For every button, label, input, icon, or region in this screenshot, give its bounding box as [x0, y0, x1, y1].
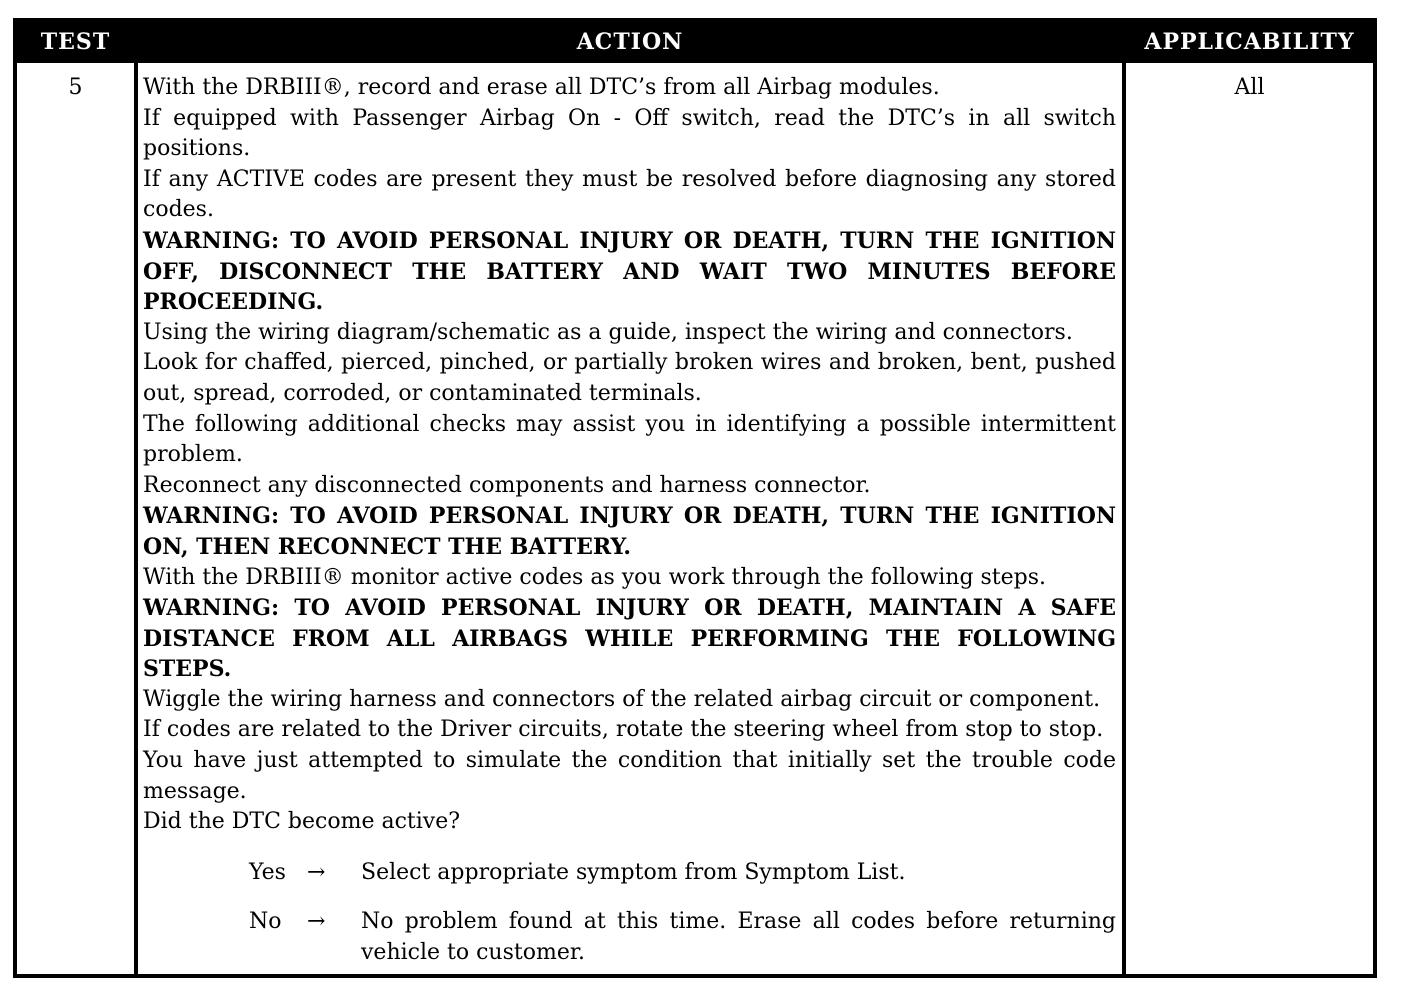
action-step: Wiggle the wiring harness and connectors of the related airbag circuit or component.: [143, 686, 1101, 712]
action-step: Look for chaffed, pierced, pinched, or partially broken wires and broken, bent, pushed out, spread, corroded, or contaminated terminals.: [143, 350, 1116, 406]
outcome-text: No problem found at this time. Erase all codes before returning vehicle to customer.: [361, 909, 1116, 966]
test-number: 5: [68, 75, 83, 100]
action-step: With the DRBIII® monitor active codes as you work through the following steps.: [143, 564, 1047, 590]
warning-step: WARNING: TO AVOID PERSONAL INJURY OR DEATH, TURN THE IGNITION OFF, DISCONNECT THE BATTERY AND WAIT TWO MINUTES BEFORE PROCEEDING.: [143, 227, 1116, 316]
outcome-no: [249, 907, 1116, 968]
right-arrow-icon: →: [307, 859, 326, 885]
header-applicability: APPLICABILITY: [1144, 29, 1355, 55]
warning-step: WARNING: TO AVOID PERSONAL INJURY OR DEATH, MAINTAIN A SAFE DISTANCE FROM ALL AIRBAGS WHILE PERFORMING THE FOLLOWING STEPS.: [143, 595, 1116, 683]
outcome-list: [143, 858, 1116, 969]
action-step: Reconnect any disconnected components and harness connector.: [143, 472, 871, 498]
outcome-label: Yes: [249, 859, 286, 885]
right-arrow-icon: →: [307, 909, 326, 935]
table-row: [17, 63, 1373, 974]
diagnostic-test-table: [13, 18, 1377, 978]
action-step: With the DRBIII®, record and erase all DTC’s from all Airbag modules.: [143, 75, 940, 100]
table-header-row: [17, 22, 1373, 63]
action-step: If any ACTIVE codes are present they must be resolved before diagnosing any stored codes.: [143, 166, 1116, 223]
header-test: TEST: [40, 29, 111, 55]
outcome-text: Select appropriate symptom from Symptom List.: [361, 859, 906, 885]
outcome-yes: [249, 858, 1116, 889]
action-step: The following additional checks may assist you in identifying a possible intermittent problem.: [143, 411, 1116, 468]
header-action: ACTION: [576, 29, 684, 55]
action-step: Did the DTC become active?: [143, 809, 461, 835]
action-step: Using the wiring diagram/schematic as a guide, inspect the wiring and connectors.: [143, 319, 1073, 345]
action-step: You have just attempted to simulate the condition that initially set the trouble code message.: [143, 748, 1116, 804]
action-steps: [143, 73, 1116, 838]
outcome-label: No: [249, 909, 282, 935]
warning-step: WARNING: TO AVOID PERSONAL INJURY OR DEATH, TURN THE IGNITION ON, THEN RECONNECT THE BATTERY.: [143, 503, 1116, 560]
action-cell: [143, 73, 1116, 988]
action-step: If equipped with Passenger Airbag On - Off switch, read the DTC’s in all switch positions.: [143, 105, 1116, 162]
applicability-value: All: [1234, 75, 1265, 100]
action-step: If codes are related to the Driver circuits, rotate the steering wheel from stop to stop.: [143, 717, 1104, 743]
